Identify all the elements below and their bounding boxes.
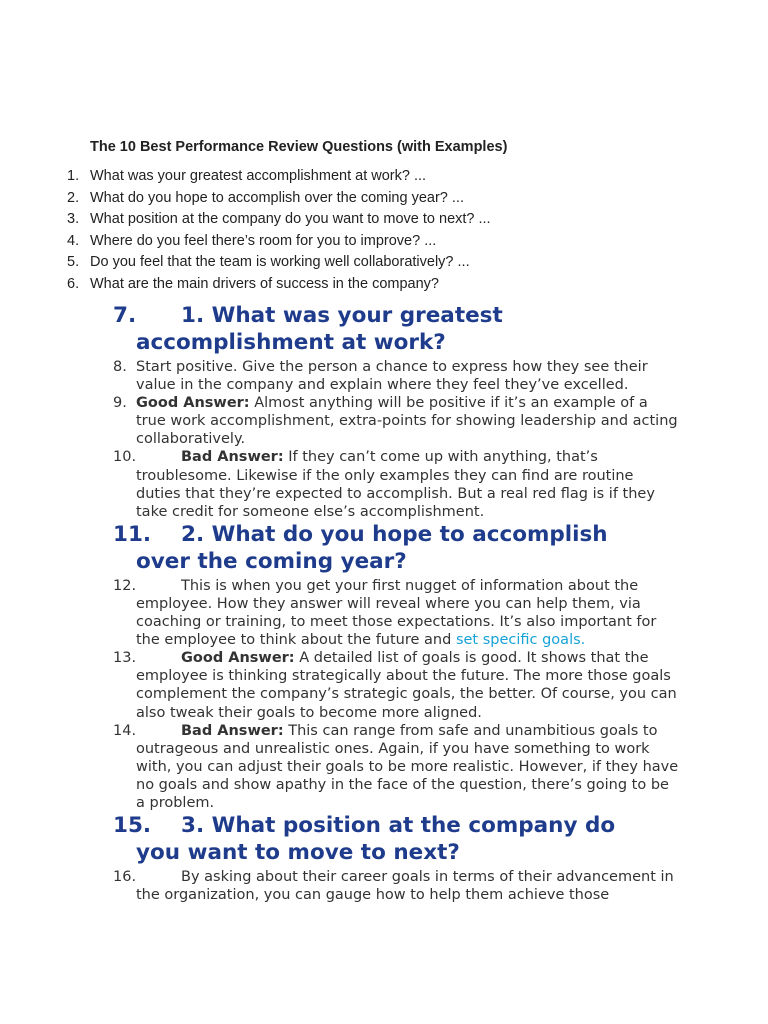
good-answer-label: Good Answer:: [136, 395, 250, 412]
paragraph-number: 9.: [113, 395, 127, 412]
summary-list: [0, 166, 700, 296]
paragraph: [0, 358, 681, 394]
list-item-number: 6.: [67, 275, 80, 292]
paragraph-text: By asking about their career goals in terms of their advancement in the organization, you can gauge how to help them achieve those: [136, 869, 674, 904]
list-item-text: Do you feel that the team is working well collaboratively? ...: [90, 254, 470, 271]
heading-number: 7.: [113, 303, 137, 328]
list-item-text: Where do you feel there’s room for you to improve? ...: [90, 232, 437, 249]
list-item-number: 2.: [67, 189, 80, 206]
heading-text: 1. What was your greatest accomplishment at work?: [136, 303, 503, 355]
page-title: The 10 Best Performance Review Questions (with Examples): [90, 139, 508, 155]
paragraph-number: 10.: [113, 449, 137, 466]
list-item: [0, 231, 700, 253]
question-heading: [0, 812, 656, 866]
list-item: [0, 166, 700, 188]
list-item-text: What position at the company do you want to move to next? ...: [90, 211, 491, 228]
paragraph-number: 8.: [113, 359, 127, 375]
paragraph: [0, 649, 681, 721]
heading-text: 2. What do you hope to accomplish over the coming year?: [136, 521, 608, 574]
paragraph-number: 14.: [113, 722, 137, 739]
heading-number: 11.: [113, 521, 152, 547]
list-item-text: What was your greatest accomplishment at work? ...: [90, 168, 427, 184]
paragraph-text: This can range from safe and unambitious goals to outrageous and unrealistic ones. Again, if you have something to work with, you can adjust their goals to be more realistic. However, if they have no goals and show apathy in the face of the question, there’s going to be a problem.: [136, 722, 679, 811]
paragraph: [0, 577, 681, 649]
list-item: [0, 209, 700, 231]
good-answer-label: Good Answer:: [181, 650, 295, 667]
list-item: [0, 188, 700, 210]
paragraph-text: This is when you get your first nugget of information about the employee. How they answer will reveal where you can help them, via coaching or training, to meet those expectations. It’s also important for the employee to think about the future and: [136, 577, 657, 649]
list-item-number: 1.: [67, 168, 80, 184]
paragraph-text: Start positive. Give the person a chance to express how they see their value in the company and explain where they feel they’ve excelled.: [136, 359, 648, 394]
list-item-text: What are the main drivers of success in the company?: [90, 275, 439, 292]
list-item: [0, 274, 700, 296]
bad-answer-label: Bad Answer:: [181, 722, 284, 739]
paragraph: [0, 448, 681, 520]
paragraph: [0, 394, 681, 448]
list-item-number: 4.: [67, 232, 80, 249]
list-item: [0, 252, 700, 274]
paragraph-number: 16.: [113, 869, 137, 886]
list-item-text: What do you hope to accomplish over the coming year? ...: [90, 189, 464, 206]
paragraph: [0, 868, 681, 904]
article-body: [0, 302, 768, 904]
paragraph-number: 12.: [113, 577, 137, 594]
paragraph: [0, 722, 681, 812]
question-heading: [0, 521, 656, 575]
list-item-number: 5.: [67, 254, 80, 271]
heading-number: 15.: [113, 813, 152, 839]
question-heading: [0, 302, 656, 356]
paragraph-text: A detailed list of goals is good. It shows that the employee is thinking strategically about the future. The more those goals complement the company’s strategic goals, the better. Of course, you can also tweak their goals to become more aligned.: [136, 650, 677, 721]
heading-text: 3. What position at the company do you want to move to next?: [136, 813, 616, 866]
bad-answer-label: Bad Answer:: [181, 449, 284, 466]
list-item-number: 3.: [67, 211, 80, 228]
paragraph-number: 13.: [113, 650, 137, 667]
set-specific-goals-link[interactable]: set specific goals.: [455, 632, 586, 649]
paragraph-text: Almost anything will be positive if it’s an example of a true work accomplishment, extra-points for showing leadership and acting collaboratively.: [136, 395, 678, 448]
paragraph-text: If they can’t come up with anything, that’s troublesome. Likewise if the only examples they can find are routine duties that they’re expected to accomplish. But a real red flag is if they take credit for someone else’s accomplishment.: [136, 449, 655, 520]
